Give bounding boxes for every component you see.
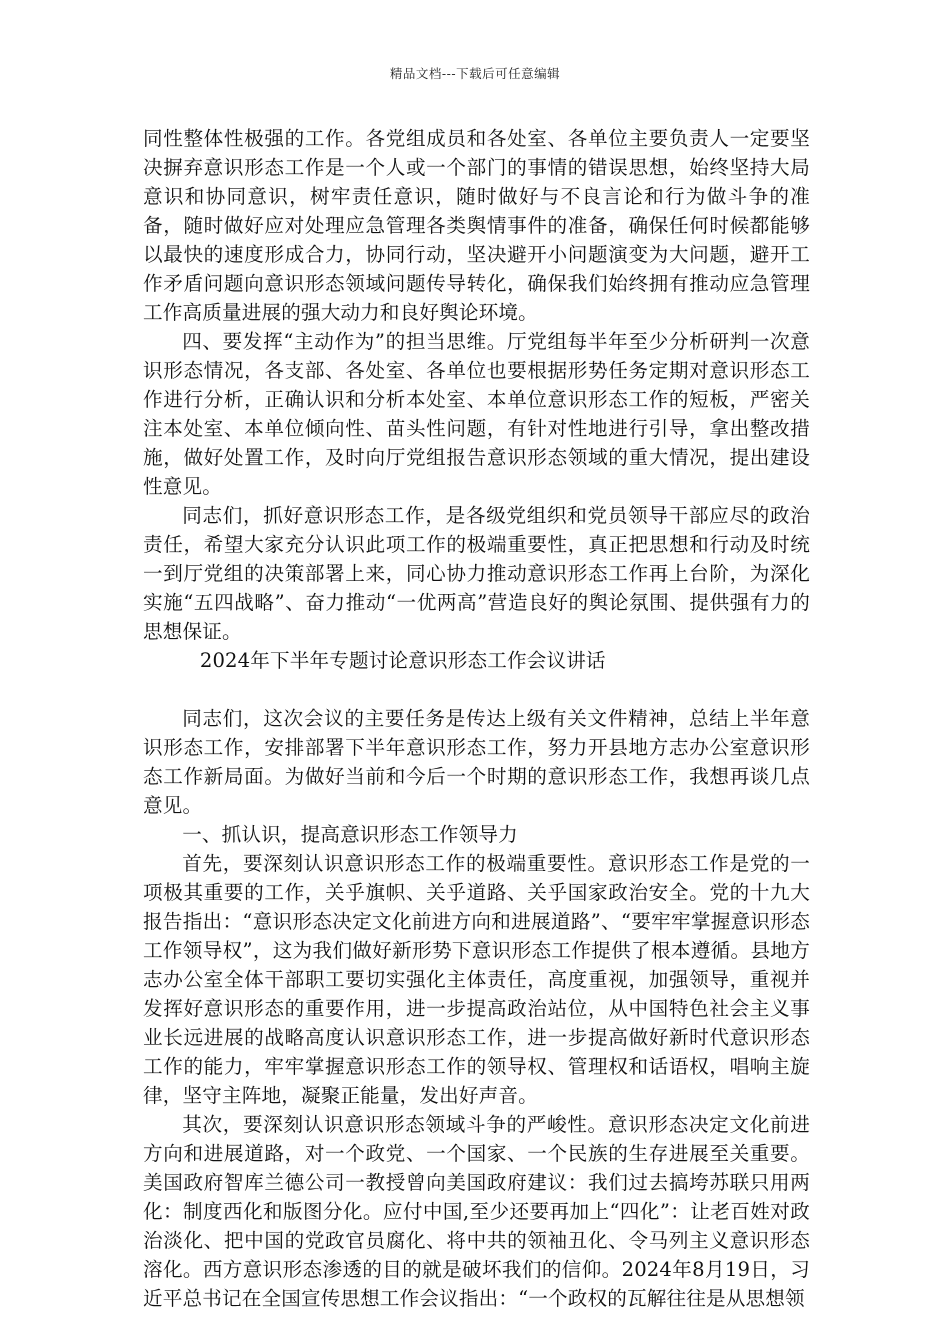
speech-title: 2024年下半年专题讨论意识形态工作会议讲话 — [199, 649, 606, 672]
paragraph-closing: 同志们，抓好意识形态工作，是各级党组织和党员领导干部应尽的政治责任，希望大家充分认识此项工作的极端重要性，真正把思想和行动及时统一到厅党组的决策部署上来，同心协力推动意识形态工作再上台阶，为深化实施“五四战略”、奋力推动“一优两高”营造良好的舆论氛围、提供强有力的思想保证。 — [143, 504, 810, 643]
document-body — [143, 124, 810, 1313]
blank-line — [143, 675, 810, 704]
paragraph-first-point: 首先，要深刻认识意识形态工作的极端重要性。意识形态工作是党的一项极其重要的工作，关乎旗帜、关乎道路、关乎国家政治安全。党的十九大报告指出：“意识形态决定文化前进方向和进展道路”、“要牢牢掌握意识形态工作领导权”，这为我们做好新形势下意识形态工作提供了根本遵循。县地方志办公室全体干部职工要切实强化主体责任，高度重视，加强领导，重视并发挥好意识形态的重要作用，进一步提高政治站位，从中国特色社会主义事业长远进展的战略高度认识意识形态工作，进一步提高做好新时代意识形态工作的能力，牢牢掌握意识形态工作的领导权、管理权和话语权，唱响主旋律，坚守主阵地，凝聚正能量，发出好声音。 — [143, 852, 810, 1107]
section-heading-one: 一、抓认识，提高意识形态工作领导力 — [182, 823, 518, 846]
paragraph-section-four: 四、要发挥“主动作为”的担当思维。厅党组每半年至少分析研判一次意识形态情况，各支部、各处室、各单位也要根据形势任务定期对意识形态工作进行分析，正确认识和分析本处室、本单位意识形态工作的短板，严密关注本处室、本单位倾向性、苗头性问题，有针对性地进行引导，拿出整改措施，做好处置工作，及时向厅党组报告意识形态领域的重大情况，提出建设性意见。 — [143, 330, 810, 498]
page-header: 精品文档---下载后可任意编辑 — [389, 66, 561, 81]
paragraph-second-point: 其次，要深刻认识意识形态领域斗争的严峻性。意识形态决定文化前进方向和进展道路，对一个政党、一个国家、一个民族的生存进展至关重要。美国政府智库兰德公司一教授曾向美国政府建议：我们过去搞垮苏联只用两化：制度西化和版图分化。应付中国,至少还要再加上“四化”：让老百姓对政治淡化、把中国的党政官员腐化、将中共的领袖丑化、令马列主义意识形态溶化。西方意识形态渗透的目的就是破坏我们的信仰。2024年8月19日，习近平总书记在全国宣传思想工作会议指出：“一个政权的瓦解往往是从思想领 — [143, 1113, 810, 1310]
paragraph-intro: 同志们，这次会议的主要任务是传达上级有关文件精神，总结上半年意识形态工作，安排部署下半年意识形态工作，努力开县地方志办公室意识形态工作新局面。为做好当前和今后一个时期的意识形态工作，我想再谈几点意见。 — [143, 707, 810, 817]
paragraph-continuation: 同性整体性极强的工作。各党组成员和各处室、各单位主要负责人一定要坚决摒弃意识形态工作是一个人或一个部门的事情的错误思想，始终坚持大局意识和协同意识，树牢责任意识，随时做好与不良言论和行为做斗争的准备，随时做好应对处理应急管理各类舆情事件的准备，确保任何时候都能够以最快的速度形成合力，协同行动，坚决避开小问题演变为大问题，避开工作矛盾问题向意识形态领域问题传导转化，确保我们始终拥有推动应急管理工作高质量进展的强大动力和良好舆论环境。 — [143, 127, 810, 324]
